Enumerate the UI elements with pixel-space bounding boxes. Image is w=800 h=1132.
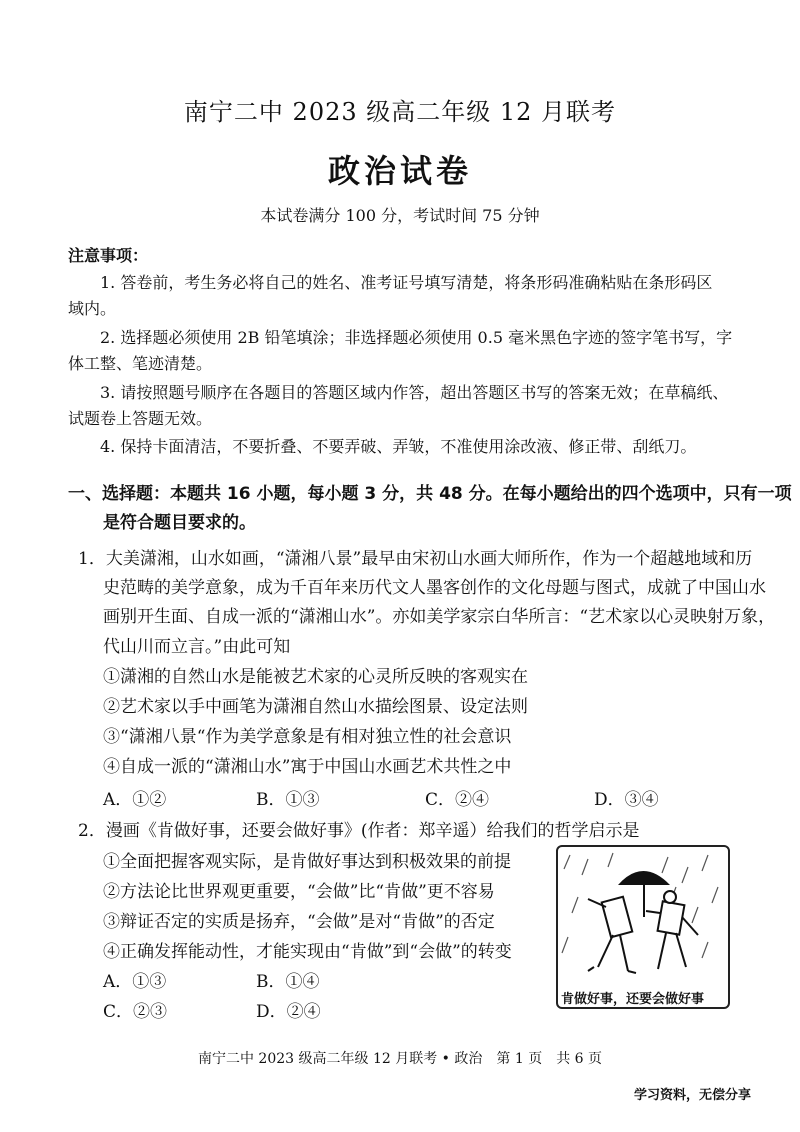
question-2-item: ③辩证否定的实质是扬弃，“会做”是对“肯做”的否定 [103, 912, 495, 932]
question-1-option-d: D．③④ [594, 790, 659, 810]
question-1-option-b: B．①③ [256, 790, 320, 810]
note-line: 试题卷上答题无效。 [68, 409, 213, 428]
note-line: 4. 保持卡面清洁，不要折叠、不要弄破、弄皱，不准使用涂改液、修正带、刮纸刀。 [100, 437, 697, 456]
note-line: 3. 请按照题号顺序在各题目的答题区域内作答，超出答题区书写的答案无效；在草稿纸、 [100, 383, 729, 402]
subject-title: 政治试卷 [327, 152, 472, 190]
cartoon-caption: 肯做好事，还要会做好事 [561, 992, 705, 1007]
question-1-item: ③“潇湘八景“作为美学意象是有相对独立性的社会意识 [103, 727, 512, 747]
question-1-stem: 画别开生面、自成一派的“潇湘山水”。亦如美学家宗白华所言：“艺术家以心灵映射万象， [103, 607, 776, 627]
question-2-item: ①全面把握客观实际，是肯做好事达到积极效果的前提 [103, 852, 511, 872]
question-2-option-b: B．①④ [256, 972, 320, 992]
note-line: 1. 答卷前，考生务必将自己的姓名、准考证号填写清楚，将条形码准确粘贴在条形码区 [100, 273, 713, 292]
note-line: 域内。 [68, 299, 117, 318]
note-line: 2. 选择题必须使用 2B 铅笔填涂；非选择题必须使用 0.5 毫米黑色字迹的签字笔书写，字 [100, 328, 733, 347]
note-line: 体工整、笔迹清楚。 [68, 354, 213, 373]
cartoon-drawing [558, 847, 728, 987]
question-2-item: ②方法论比世界观更重要，“会做”比“肯做”更不容易 [103, 882, 495, 902]
question-1-item: ①潇湘的自然山水是能被艺术家的心灵所反映的客观实在 [103, 667, 528, 687]
exam-title: 南宁二中 2023 级高二年级 12 月联考 [183, 98, 617, 126]
question-2-option-d: D．②④ [256, 1002, 321, 1022]
section-heading: 一、选择题：本题共 16 小题，每小题 3 分，共 48 分。在每小题给出的四个选项中，只有一项 [68, 484, 792, 504]
question-1-stem: 代山川而立言。”由此可知 [103, 637, 291, 657]
notes-title: 注意事项： [68, 246, 149, 265]
question-1-stem: 史范畴的美学意象，成为千百年来历代文人墨客创作的文化母题与图式，成就了中国山水 [103, 578, 766, 598]
cartoon-image [556, 845, 730, 1009]
question-2-stem: 2．漫画《肯做好事，还要会做好事》(作者：郑辛遥）给我们的哲学启示是 [78, 821, 640, 841]
page-footer: 南宁二中 2023 级高二年级 12 月联考 • 政治 第 1 页 共 6 页 [197, 1051, 603, 1067]
question-1-option-c: C．②④ [425, 790, 490, 810]
share-note: 学习资料，无偿分享 [634, 1088, 752, 1103]
question-1-item: ④自成一派的“潇湘山水”寓于中国山水画艺术共性之中 [103, 757, 512, 777]
question-2-option-c: C．②③ [103, 1002, 168, 1022]
question-1-option-a: A．①② [103, 790, 167, 810]
question-2-item: ④正确发挥能动性，才能实现由“肯做”到“会做”的转变 [103, 942, 512, 962]
question-1-stem: 1．大美潇湘，山水如画，“潇湘八景”最早由宋初山水画大师所作，作为一个超越地域和历 [78, 549, 753, 569]
exam-info: 本试卷满分 100 分，考试时间 75 分钟 [260, 206, 540, 225]
question-2-option-a: A．①③ [103, 972, 167, 992]
question-1-item: ②艺术家以手中画笔为潇湘自然山水描绘图景、设定法则 [103, 697, 528, 717]
section-heading-cont: 是符合题目要求的。 [103, 513, 256, 533]
